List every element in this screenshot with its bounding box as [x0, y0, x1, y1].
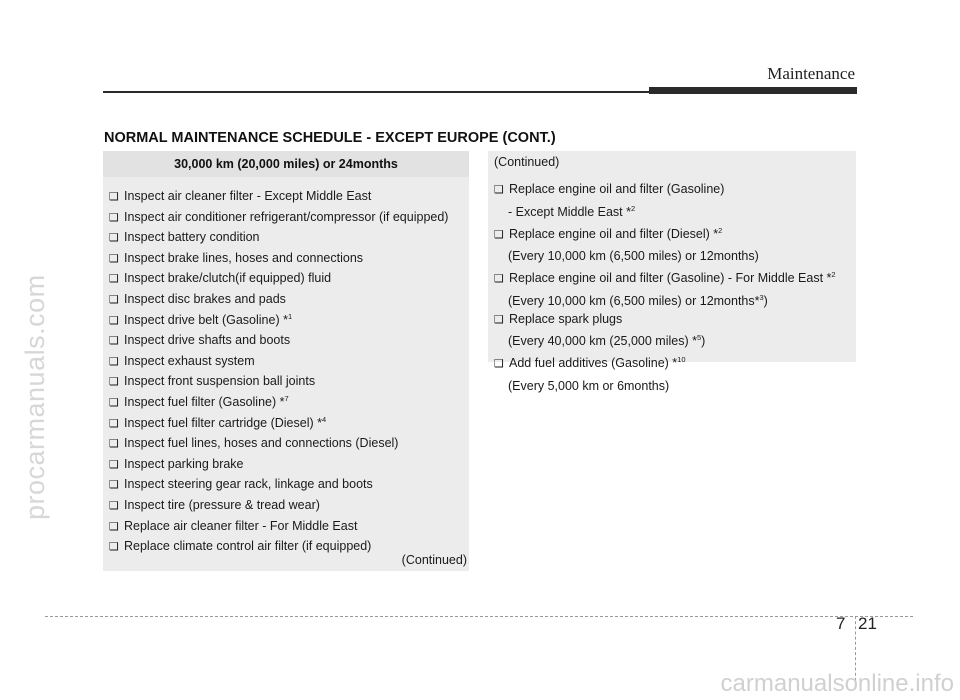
list-item: [109, 410, 469, 431]
item-text: Inspect brake/clutch(if equipped) fluid: [124, 271, 332, 286]
list-item: [494, 222, 836, 266]
checkbox-icon: ❑: [109, 293, 119, 306]
checkbox-icon: ❑: [494, 184, 504, 196]
list-item: [109, 307, 469, 328]
checkbox-icon: ❑: [109, 314, 119, 327]
header-rule-thick: [649, 87, 857, 94]
list-item: [109, 327, 469, 348]
section-title: Maintenance: [767, 64, 855, 83]
checkbox-icon: ❑: [494, 358, 504, 370]
item-text: Inspect brake lines, hoses and connections: [124, 250, 364, 265]
list-item: [109, 245, 469, 266]
item-text: Inspect exhaust system: [124, 353, 255, 368]
footnote-ref: 3: [759, 292, 764, 302]
footnote-ref: 2: [630, 203, 636, 213]
list-item: [109, 471, 469, 492]
list-item: [109, 389, 469, 410]
item-text: Inspect front suspension ball joints: [124, 374, 316, 389]
list-item: [109, 492, 469, 513]
footnote-ref: 2: [718, 225, 723, 235]
footnote-ref: 5: [696, 333, 702, 342]
item-text: Inspect fuel lines, hoses and connections (Diesel): [124, 436, 399, 451]
item-detail: (Every 10,000 km (6,500 miles) or 12months*$^3$): [508, 292, 768, 308]
item-text: Inspect fuel filter cartridge (Diesel) *: [124, 415, 322, 430]
interval-panel-continued: [488, 151, 856, 393]
interval-header: 30,000 km (20,000 miles) or 24months: [103, 151, 469, 177]
checkbox-icon: ❑: [109, 499, 119, 512]
list-item: [109, 224, 469, 245]
list-item: [109, 265, 469, 286]
item-text: Add fuel additives (Gasoline) *: [509, 356, 678, 370]
checkbox-icon: ❑: [109, 541, 119, 554]
item-detail: (Every 5,000 km or 6months): [508, 378, 670, 393]
checkbox-icon: ❑: [494, 273, 504, 285]
footnote-ref: 1: [287, 311, 293, 321]
item-text: Inspect tire (pressure & tread wear): [124, 497, 320, 512]
checkbox-icon: ❑: [109, 252, 119, 265]
list-item: [109, 533, 469, 554]
checkbox-icon: ❑: [109, 396, 119, 409]
item-text: Inspect parking brake: [124, 456, 244, 471]
item-text: Inspect fuel filter (Gasoline) *: [124, 394, 285, 409]
item-text: Inspect drive belt (Gasoline) *: [124, 312, 288, 327]
checkbox-icon: ❑: [109, 438, 119, 451]
list-item: [109, 513, 469, 534]
item-text: Replace engine oil and filter (Diesel) *: [509, 226, 719, 241]
checkbox-icon: ❑: [109, 211, 119, 224]
footnote-ref: 2: [831, 270, 836, 279]
checkbox-icon: ❑: [109, 376, 119, 389]
list-item: [109, 183, 469, 204]
item-text: Replace air cleaner filter - For Middle East: [124, 518, 358, 533]
list-item: [109, 451, 469, 472]
item-text: Replace climate control air filter (if equipped): [124, 539, 372, 554]
checkbox-icon: ❑: [109, 458, 119, 471]
footer-divider: [45, 616, 913, 617]
maintenance-item-list: [103, 177, 469, 554]
maintenance-item-list: [494, 181, 836, 396]
checkbox-icon: ❑: [109, 335, 119, 348]
checkbox-icon: ❑: [494, 228, 504, 241]
item-text: Inspect disc brakes and pads: [124, 291, 286, 306]
checkbox-icon: ❑: [109, 479, 119, 492]
item-text: Inspect steering gear rack, linkage and boots: [124, 477, 373, 492]
list-item: [494, 266, 836, 310]
list-item: [109, 204, 469, 225]
item-text: Replace engine oil and filter (Gasoline) - For Middle East *: [509, 271, 832, 285]
footnote-ref: 4: [322, 414, 327, 424]
continued-label: (Continued): [494, 155, 560, 169]
item-detail: - Except Middle East *$^2$: [508, 203, 636, 219]
list-item: [109, 368, 469, 389]
item-text: Replace engine oil and filter (Gasoline): [509, 182, 725, 196]
footnote-ref: 7: [284, 393, 289, 403]
item-text: Inspect air conditioner refrigerant/compressor (if equipped): [124, 209, 449, 224]
chapter-number: 7: [836, 614, 846, 633]
item-detail: (Every 40,000 km (25,000 miles) *$^5$): [508, 333, 706, 348]
list-item: [494, 311, 836, 351]
item-text: Inspect battery condition: [124, 230, 260, 245]
list-item: [109, 286, 469, 307]
checkbox-icon: ❑: [109, 417, 119, 430]
side-watermark: procarmanuals.com: [20, 274, 50, 520]
continued-label: (Continued): [401, 553, 467, 567]
list-item: [109, 348, 469, 369]
bottom-watermark: carmanualsonline.info: [720, 670, 954, 697]
item-text: Inspect drive shafts and boots: [124, 333, 291, 348]
schedule-heading: NORMAL MAINTENANCE SCHEDULE - EXCEPT EUROPE (CONT.): [104, 130, 556, 146]
list-item: [494, 351, 836, 395]
item-text: Inspect air cleaner filter - Except Middle East: [124, 189, 372, 203]
checkbox-icon: ❑: [109, 232, 119, 245]
interval-panel-30000km: [103, 151, 469, 571]
footnote-ref: 10: [677, 355, 686, 364]
checkbox-icon: ❑: [494, 313, 504, 326]
checkbox-icon: ❑: [109, 273, 119, 286]
checkbox-icon: ❑: [109, 355, 119, 368]
list-item: [494, 181, 836, 221]
header-rule-thin: [103, 91, 649, 93]
item-detail: (Every 10,000 km (6,500 miles) or 12months): [508, 249, 759, 263]
item-text: Replace spark plugs: [509, 311, 623, 326]
list-item: [109, 430, 469, 451]
checkbox-icon: ❑: [109, 520, 119, 533]
page-number: 21: [858, 614, 877, 633]
checkbox-icon: ❑: [109, 191, 119, 203]
